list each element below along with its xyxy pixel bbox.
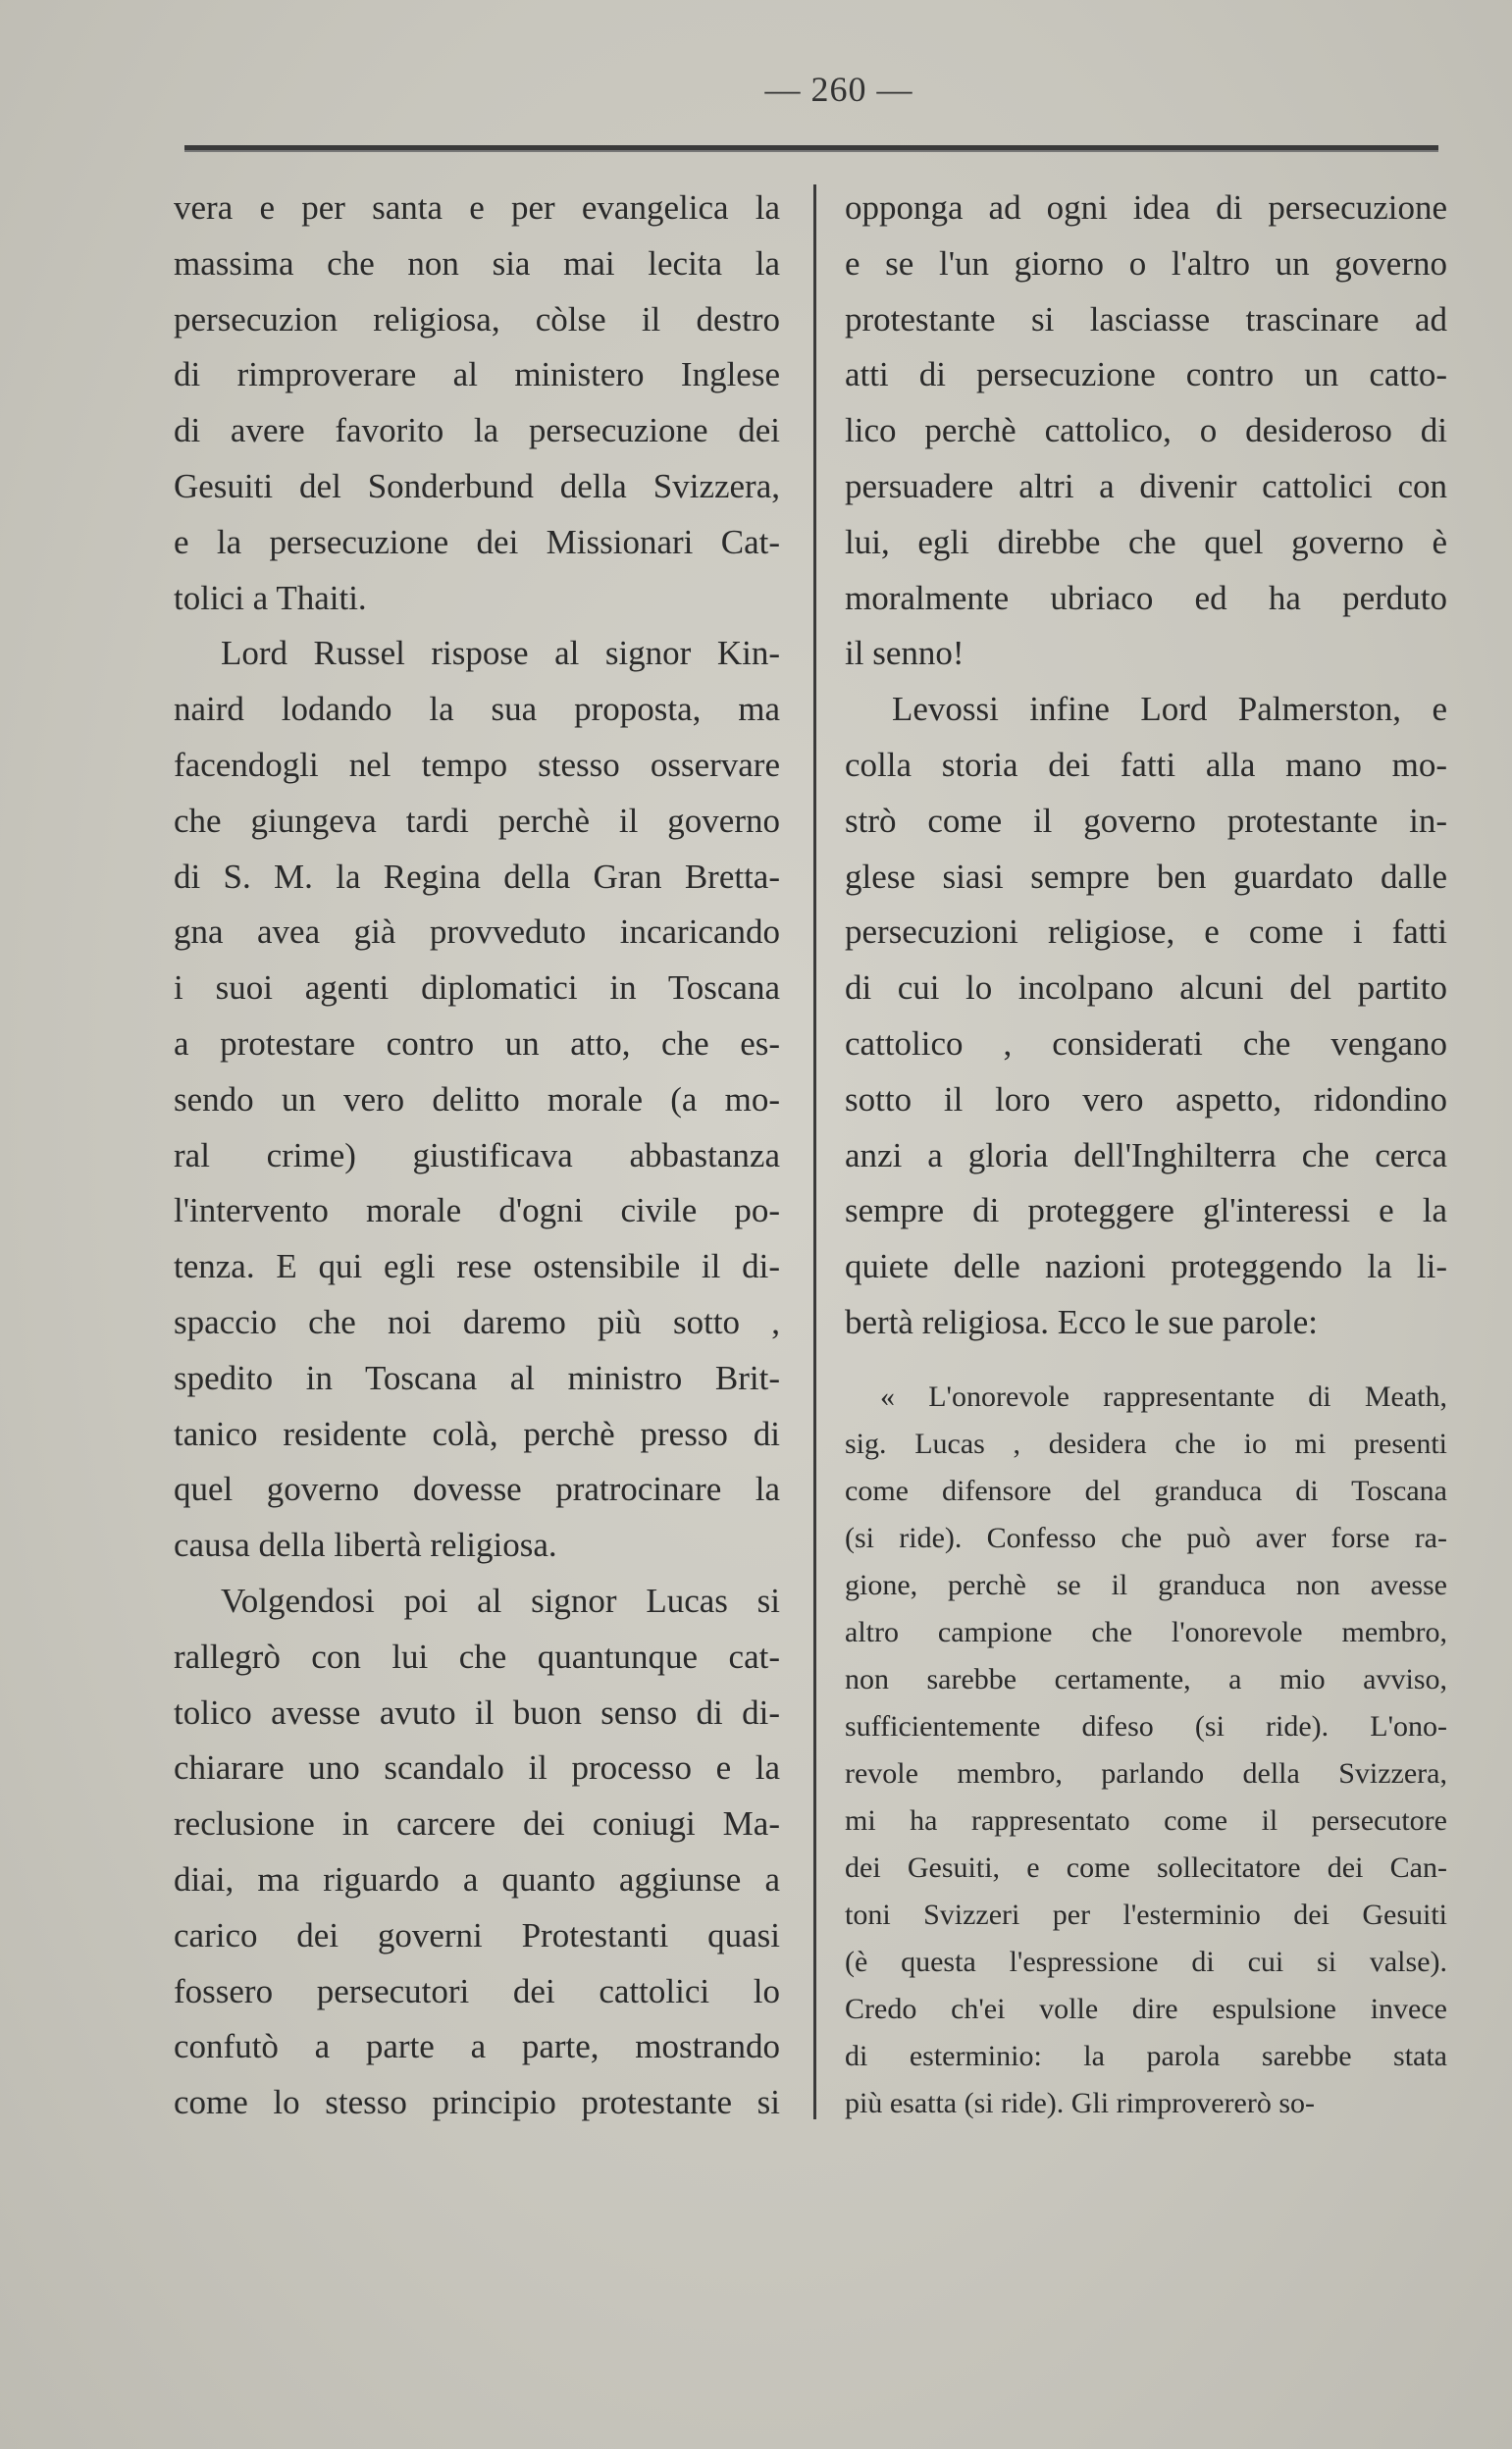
text-line: lui, egli direbbe che quel governo è — [845, 522, 1447, 561]
text-line: spedito in Toscana al ministro Brit- — [174, 1358, 780, 1397]
quote-line: « L'onorevole rappresentante di Meath, — [880, 1381, 1447, 1413]
quote-line: revole membro, parlando della Svizzera, — [845, 1757, 1447, 1790]
text-line: come lo stesso principio protestante si — [174, 2083, 780, 2122]
text-line: protestante si lasciasse trascinare ad — [845, 299, 1447, 339]
text-line: ral crime) giustificava abbastanza — [174, 1135, 780, 1174]
text-line: a protestare contro un atto, che es- — [174, 1023, 780, 1063]
text-line: che giungeva tardi perchè il governo — [174, 801, 780, 840]
text-line: Volgendosi poi al signor Lucas si — [221, 1581, 780, 1620]
text-line: persecuzioni religiose, e come i fatti — [845, 912, 1447, 952]
quote-line: altro campione che l'onorevole membro, — [845, 1616, 1447, 1648]
right-column — [845, 181, 1447, 1351]
quote-line: (è questa l'espressione di cui si valse). — [845, 1946, 1447, 1978]
text-line: sendo un vero delitto morale (a mo- — [174, 1079, 780, 1119]
left-column — [174, 181, 780, 2131]
page-number: — 260 — — [764, 70, 913, 109]
text-line: opponga ad ogni idea di persecuzione — [845, 188, 1447, 227]
quote-line: più esatta (si ride). Gli rimprovererò so- — [845, 2087, 1316, 2119]
text-line: glese siasi sempre ben guardato dalle — [845, 857, 1447, 896]
text-line: Levossi infine Lord Palmerston, e — [892, 690, 1447, 729]
text-line: tolici a Thaiti. — [174, 578, 367, 617]
quote-line: come difensore del granduca di Toscana — [845, 1475, 1447, 1507]
text-line: tenza. E qui egli rese ostensibile il di- — [174, 1247, 780, 1286]
text-line: massima che non sia mai lecita la — [174, 243, 780, 283]
text-line: strò come il governo protestante in- — [845, 801, 1447, 840]
text-line: Gesuiti del Sonderbund della Svizzera, — [174, 466, 780, 505]
quote-line: toni Svizzeri per l'esterminio dei Gesuiti — [845, 1899, 1447, 1931]
text-line: tanico residente colà, perchè presso di — [174, 1414, 780, 1453]
text-line: di avere favorito la persecuzione dei — [174, 411, 780, 450]
text-line: di cui lo incolpano alcuni del partito — [845, 968, 1447, 1008]
quote-line: dei Gesuiti, e come sollecitatore dei Can- — [845, 1851, 1447, 1884]
text-line: gna avea già provveduto incaricando — [174, 912, 780, 952]
text-line: bertà religiosa. Ecco le sue parole: — [845, 1302, 1319, 1341]
text-line: e se l'un giorno o l'altro un governo — [845, 243, 1447, 283]
text-line: lico perchè cattolico, o desideroso di — [845, 411, 1447, 450]
text-line: cattolico , considerati che vengano — [845, 1023, 1447, 1063]
text-line: l'intervento morale d'ogni civile po- — [174, 1191, 780, 1230]
text-line: tolico avesse avuto il buon senso di di- — [174, 1693, 780, 1732]
column-divider — [813, 184, 816, 2119]
text-line: di rimproverare al ministero Inglese — [174, 355, 780, 394]
text-line: rallegrò con lui che quantunque cat- — [174, 1637, 780, 1676]
text-line: colla storia dei fatti alla mano mo- — [845, 745, 1447, 784]
quoted-speech — [845, 1374, 1447, 2127]
quote-line: sig. Lucas , desidera che io mi presenti — [845, 1428, 1447, 1460]
text-line: spaccio che noi daremo più sotto , — [174, 1302, 780, 1341]
text-line: i suoi agenti diplomatici in Toscana — [174, 968, 780, 1008]
text-line: atti di persecuzione contro un catto- — [845, 355, 1447, 394]
quote-line: gione, perchè se il granduca non avesse — [845, 1569, 1447, 1601]
text-line: carico dei governi Protestanti quasi — [174, 1915, 780, 1954]
text-line: naird lodando la sua proposta, ma — [174, 690, 780, 729]
quote-line: (si ride). Confesso che può aver forse ra- — [845, 1522, 1447, 1554]
text-line: moralmente ubriaco ed ha perduto — [845, 578, 1447, 617]
quote-line: mi ha rappresentato come il persecutore — [845, 1804, 1447, 1837]
text-line: di S. M. la Regina della Gran Bretta- — [174, 857, 780, 896]
text-line: quiete delle nazioni proteggendo la li- — [845, 1247, 1447, 1286]
header-rule — [184, 145, 1438, 152]
text-line: fossero persecutori dei cattolici lo — [174, 1971, 780, 2010]
quote-line: non sarebbe certamente, a mio avviso, — [845, 1663, 1447, 1695]
text-line: e la persecuzione dei Missionari Cat- — [174, 522, 780, 561]
text-line: diai, ma riguardo a quanto aggiunse a — [174, 1859, 780, 1899]
text-line: vera e per santa e per evangelica la — [174, 188, 780, 227]
text-line: anzi a gloria dell'Inghilterra che cerca — [845, 1135, 1447, 1174]
text-line: persecuzion religiosa, còlse il destro — [174, 299, 780, 339]
text-line: reclusione in carcere dei coniugi Ma- — [174, 1804, 780, 1844]
text-line: il senno! — [845, 634, 965, 673]
text-line: causa della libertà religiosa. — [174, 1526, 557, 1565]
text-line: confutò a parte a parte, mostrando — [174, 2027, 780, 2066]
text-line: sotto il loro vero aspetto, ridondino — [845, 1079, 1447, 1119]
text-line: chiarare uno scandalo il processo e la — [174, 1748, 780, 1788]
text-line: quel governo dovesse pratrocinare la — [174, 1470, 780, 1509]
text-line: persuadere altri a divenir cattolici con — [845, 466, 1447, 505]
quote-line: di esterminio: la parola sarebbe stata — [845, 2040, 1447, 2072]
quote-line: Credo ch'ei volle dire espulsione invece — [845, 1993, 1447, 2025]
text-line: sempre di proteggere gl'interessi e la — [845, 1191, 1447, 1230]
text-line: Lord Russel rispose al signor Kin- — [221, 634, 780, 673]
quote-line: sufficientemente difeso (si ride). L'ono- — [845, 1710, 1447, 1743]
text-line: facendogli nel tempo stesso osservare — [174, 745, 780, 784]
